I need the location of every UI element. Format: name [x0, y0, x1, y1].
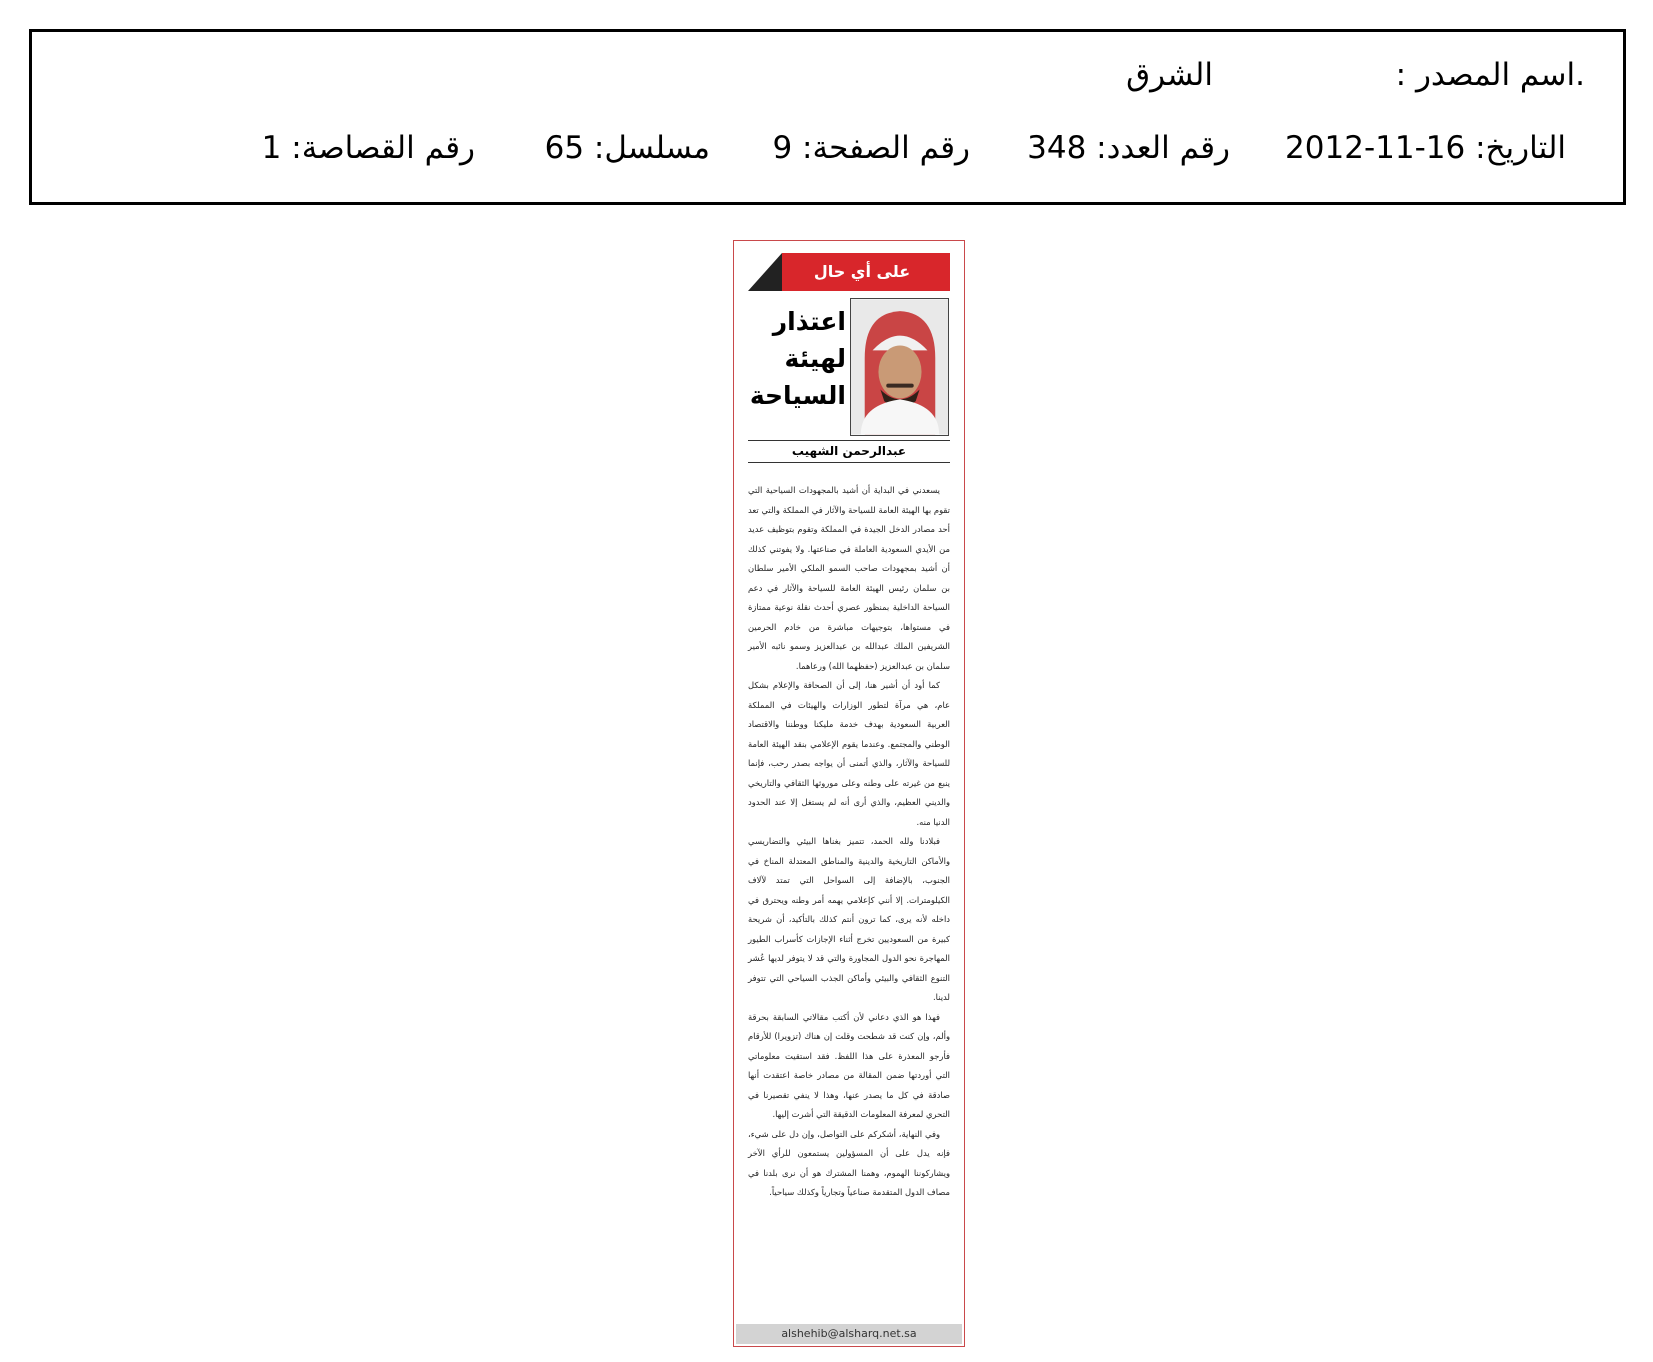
source-value: الشرق [1126, 57, 1213, 93]
article-paragraph: فبلادنا ولله الحمد، تتميز بغناها البيئي والتضاريسي والأماكن التاريخية والدينية والمناطق المعتدلة المناخ في الجنوب، بالإضافة إلى السواحل التي تمتد لآلاف الكيلومترات. إلا أنني كإعلامي يهمه أمر وطنه ويحترق في داخله لأنه يرى، كما ترون أنتم كذلك بالتأكيد، أن شريحة كبيرة من السعوديين تخرج أثناء الإجازات كأسراب الطيور المهاجرة نحو الدول المجاورة والتي قد لا يتوفر لديها عُشر التنوع الثقافي والبيئي وأماكن الجذب السياحي التي تتوفر لدينا. [748, 836, 950, 1002]
headline-line: السياحة [749, 381, 846, 410]
source-label: .اسم المصدر : [1395, 57, 1585, 93]
author-photo [850, 298, 949, 436]
serial-field: مسلسل: 65 [544, 130, 710, 166]
newspaper-clipping [733, 240, 965, 1347]
article-paragraph: كما أود أن أشير هنا، إلى أن الصحافة والإعلام بشكل عام، هي مرآة لتطور الوزارات والهيئات في المملكة العربية السعودية بهدف خدمة مليكنا ووطننا والاقتصاد الوطني والمجتمع. وعندما يقوم الإعلامي بنقد الهيئة العامة للسياحة والآثار، والذي أتمنى أن يواجه بصدر رحب، فإنما ينبع من غيرته على وطنه وعلى موروثها الثقافي والتاريخي والديني العظيم، والذي أرى أنه لم يستغل إلا عند الحدود الدنيا منه. [748, 680, 950, 827]
article-paragraph: يسعدني في البداية أن أشيد بالمجهودات السياحية التي تقوم بها الهيئة العامة للسياحة والآثار في المملكة والتي تعد أحد مصادر الدخل الجيدة في المملكة وتقوم بتوظيف عديد من الأيدي السعودية العاملة في صناعتها. ولا يفوتني كذلك أن أشيد بمجهودات صاحب السمو الملكي الأمير سلطان بن سلمان رئيس الهيئة العامة للسياحة والآثار في دعم السياحة الداخلية بمنظور عصري أحدث نقلة نوعية ممتازة في مستواها، بتوجيهات مباشرة من خادم الحرمين الشريفين الملك عبدالله بن عبدالعزيز وسمو نائبه الأمير سلمان بن عبدالعزيز (حفظهما الله) ورعاهما. [748, 485, 950, 671]
author-email: alshehib@alsharq.net.sa [781, 1327, 917, 1340]
article-paragraph: فهذا هو الذي دعاني لأن أكتب مقالاتي السابقة بحرقة وألم، وإن كنت قد شطحت وقلت إن هناك (تزويرا) للأرقام فأرجو المعذرة على هذا اللفظ. فقد استقيت معلوماتي التي أوردتها ضمن المقالة من مصادر خاصة اعتقدت أنها صادقة في كل ما يصدر عنها، وهذا لا ينفي تقصيرنا في التحري لمعرفة المعلومات الدقيقة التي أشرت إليها. [748, 1011, 950, 1119]
headline-line: اعتذار [772, 307, 846, 336]
clipping-header [29, 29, 1626, 205]
clip-number-field: رقم القصاصة: 1 [261, 130, 475, 166]
divider-line [748, 462, 950, 463]
article-headline [748, 303, 846, 414]
page-number-field: رقم الصفحة: 9 [772, 130, 970, 166]
issue-number-field: رقم العدد: 348 [1027, 130, 1230, 166]
headline-line: لهيئة [784, 344, 846, 373]
email-bar [736, 1324, 962, 1344]
article-paragraph: وفي النهاية، أشكركم على التواصل، وإن دل على شيء، فإنه يدل على أن المسؤولين يستمعون للرأي الآخر ويشاركوننا الهموم، وهمنا المشترك هو أن نرى بلدنا في مصاف الدول المتقدمة صناعياً وتجارياً وكذلك سياحياً. [748, 1128, 950, 1197]
author-name: عبدالرحمن الشهيب [791, 444, 907, 458]
divider-line [748, 440, 950, 441]
column-name: على أي حال [813, 262, 911, 281]
date-field: التاريخ: 16-11-2012 [1285, 130, 1566, 166]
article-body [748, 481, 950, 1203]
